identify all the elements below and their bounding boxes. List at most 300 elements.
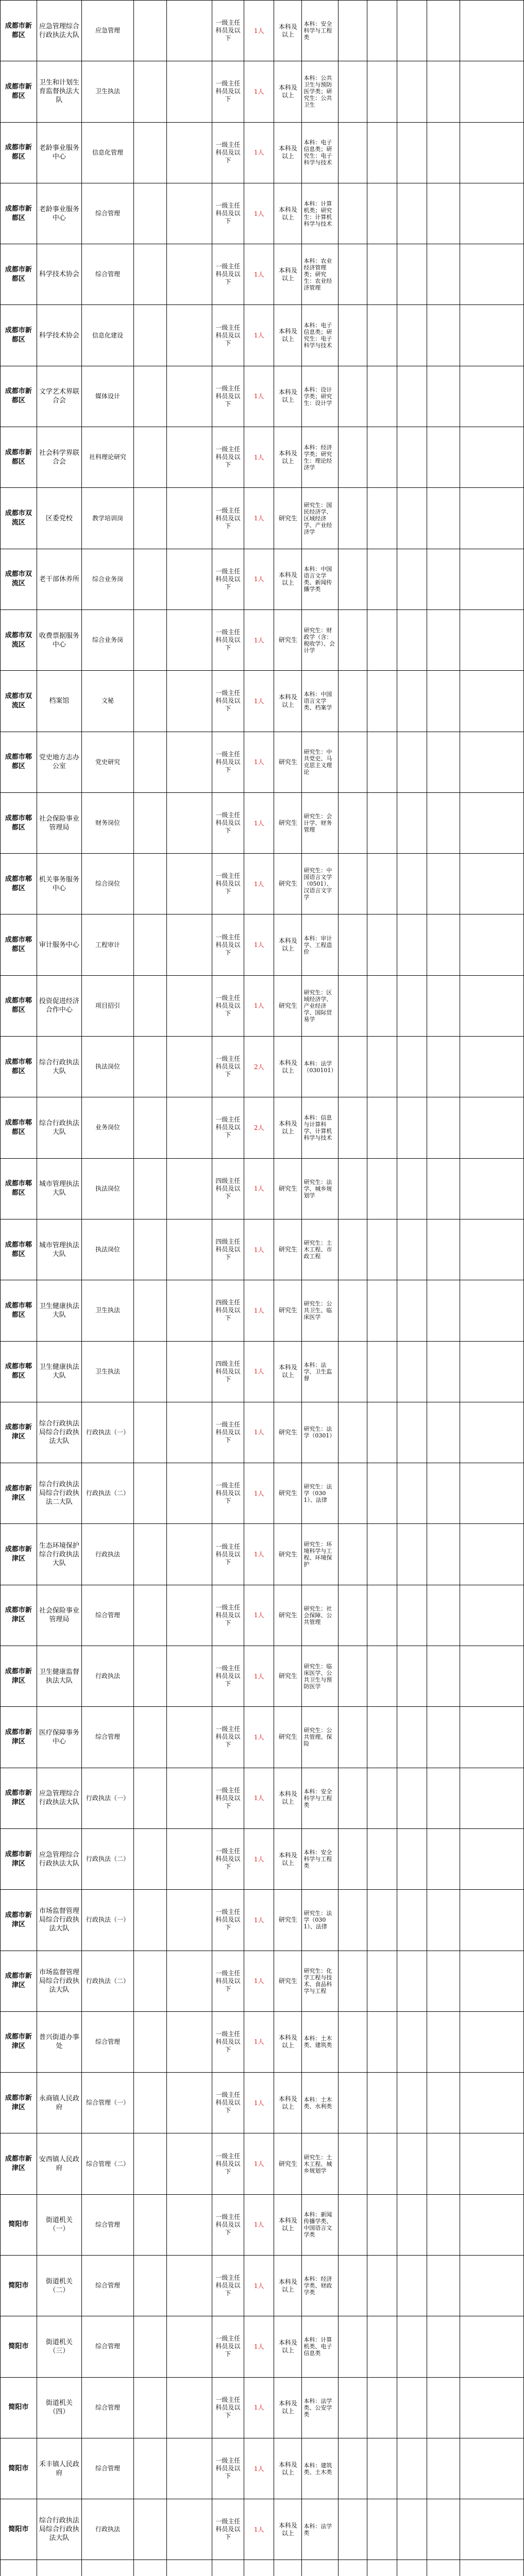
table-row xyxy=(1,2073,524,2133)
blank-cell xyxy=(367,792,397,853)
blank-cell xyxy=(427,671,460,732)
position-cell: 行政执法（二） xyxy=(82,1951,134,2011)
other-cell xyxy=(339,2011,367,2072)
blank-cell xyxy=(397,2499,427,2560)
table-row xyxy=(1,1707,524,1768)
blank-cell xyxy=(397,2011,427,2072)
level-cell: 一级主任科员及以下 xyxy=(212,549,244,609)
blank-cell xyxy=(427,2133,460,2194)
code-cell xyxy=(167,427,212,488)
city-cell: 成都市新都区 xyxy=(1,1,37,61)
blank-cell xyxy=(460,244,524,305)
blank-cell xyxy=(460,1646,524,1707)
major-cell: 本科：土木类、建筑类 xyxy=(302,2011,339,2072)
education-cell: 研究生 xyxy=(274,792,302,853)
other-cell xyxy=(339,609,367,670)
table-row xyxy=(1,2194,524,2255)
education-cell: 本科及以上 xyxy=(274,2255,302,2316)
blank-cell xyxy=(427,792,460,853)
quota-cell: 1人 xyxy=(244,732,274,792)
unit-cell xyxy=(37,2560,81,2576)
blank-cell xyxy=(427,1280,460,1341)
blank-cell xyxy=(367,2377,397,2438)
code-cell xyxy=(167,1,212,61)
blank-cell xyxy=(427,1219,460,1280)
position-cell: 党史研究 xyxy=(82,732,134,792)
major-cell: 本科：电子信息类；研究生：电子科学与技术 xyxy=(302,122,339,183)
major-cell xyxy=(302,2560,339,2576)
table-row xyxy=(1,1768,524,1828)
level-cell: 一级主任科员及以下 xyxy=(212,1585,244,1646)
code-cell xyxy=(167,1280,212,1341)
code-cell xyxy=(167,2499,212,2560)
blank-cell xyxy=(367,671,397,732)
category-cell xyxy=(133,1707,166,1768)
position-cell: 行政执法 xyxy=(82,2499,134,2560)
blank-cell xyxy=(397,427,427,488)
table-row xyxy=(1,671,524,732)
table-row xyxy=(1,183,524,244)
education-cell: 本科及以上 xyxy=(274,2438,302,2499)
position-cell: 社科理论研究 xyxy=(82,427,134,488)
major-cell: 本科：法学（030101） xyxy=(302,1037,339,1097)
blank-cell xyxy=(367,1037,397,1097)
table-row xyxy=(1,2133,524,2194)
blank-cell xyxy=(397,1951,427,2011)
code-cell xyxy=(167,609,212,670)
quota-cell: 2人 xyxy=(244,1097,274,1158)
table-row xyxy=(1,1219,524,1280)
level-cell: 一级主任科员及以下 xyxy=(212,1890,244,1951)
education-cell: 研究生 xyxy=(274,1280,302,1341)
code-cell xyxy=(167,732,212,792)
city-cell: 成都市新津区 xyxy=(1,1951,37,2011)
other-cell xyxy=(339,2073,367,2133)
blank-cell xyxy=(460,305,524,366)
code-cell xyxy=(167,2316,212,2377)
other-cell xyxy=(339,1280,367,1341)
major-cell: 研究生：区域经济学、产业经济学、国际贸易学 xyxy=(302,975,339,1036)
code-cell xyxy=(167,1828,212,1889)
unit-cell: 街道机关（二） xyxy=(37,2255,81,2316)
blank-cell xyxy=(397,1219,427,1280)
city-cell: 简阳市 xyxy=(1,2255,37,2316)
education-cell: 本科及以上 xyxy=(274,2377,302,2438)
education-cell: 研究生 xyxy=(274,1219,302,1280)
blank-cell xyxy=(397,2316,427,2377)
city-cell: 成都市双流区 xyxy=(1,549,37,609)
blank-cell xyxy=(460,1585,524,1646)
city-cell: 成都市新都区 xyxy=(1,366,37,427)
major-cell: 本科：土木类、水利类 xyxy=(302,2073,339,2133)
quota-cell: 1人 xyxy=(244,2316,274,2377)
major-cell: 本科：公共卫生与预防医学类；研究生：公共卫生 xyxy=(302,61,339,122)
position-cell: 执法岗位 xyxy=(82,1037,134,1097)
blank-cell xyxy=(460,122,524,183)
other-cell xyxy=(339,2560,367,2576)
other-cell xyxy=(339,2133,367,2194)
other-cell xyxy=(339,732,367,792)
unit-cell: 老干部休养所 xyxy=(37,549,81,609)
table-row xyxy=(1,1402,524,1463)
table-row xyxy=(1,2316,524,2377)
table-row xyxy=(1,549,524,609)
blank-cell xyxy=(397,183,427,244)
position-cell: 综合管理 xyxy=(82,2011,134,2072)
code-cell xyxy=(167,1768,212,1828)
education-cell: 研究生 xyxy=(274,1951,302,2011)
blank-cell xyxy=(427,1097,460,1158)
blank-cell xyxy=(367,1463,397,1524)
position-cell: 行政执法（一） xyxy=(82,1890,134,1951)
major-cell: 本科：电子信息类；研究生：电子科学与技术 xyxy=(302,305,339,366)
blank-cell xyxy=(427,549,460,609)
blank-cell xyxy=(460,671,524,732)
blank-cell xyxy=(427,1951,460,2011)
table-row xyxy=(1,1341,524,1402)
blank-cell xyxy=(427,1585,460,1646)
position-cell xyxy=(82,2560,134,2576)
level-cell: 一级主任科员及以下 xyxy=(212,671,244,732)
blank-cell xyxy=(427,2438,460,2499)
unit-cell: 机关事务服务中心 xyxy=(37,854,81,914)
level-cell: 一级主任科员及以下 xyxy=(212,2011,244,2072)
blank-cell xyxy=(460,2255,524,2316)
blank-cell xyxy=(427,1646,460,1707)
blank-cell xyxy=(427,2560,460,2576)
blank-cell xyxy=(367,2011,397,2072)
quota-cell: 1人 xyxy=(244,854,274,914)
blank-cell xyxy=(367,1828,397,1889)
blank-cell xyxy=(367,1158,397,1219)
blank-cell xyxy=(367,2133,397,2194)
city-cell: 成都市郫都区 xyxy=(1,1280,37,1341)
other-cell xyxy=(339,914,367,975)
city-cell: 成都市郫都区 xyxy=(1,1037,37,1097)
unit-cell: 卫生健康执法大队 xyxy=(37,1341,81,1402)
quota-cell: 1人 xyxy=(244,1768,274,1828)
table-row xyxy=(1,1463,524,1524)
blank-cell xyxy=(427,975,460,1036)
table-row xyxy=(1,1524,524,1585)
position-cell: 行政执法（二） xyxy=(82,1828,134,1889)
blank-cell xyxy=(460,366,524,427)
code-cell xyxy=(167,488,212,549)
table-row xyxy=(1,2499,524,2560)
education-cell: 本科及以上 xyxy=(274,305,302,366)
level-cell: 一级主任科员及以下 xyxy=(212,732,244,792)
code-cell xyxy=(167,2255,212,2316)
city-cell: 成都市郫都区 xyxy=(1,1158,37,1219)
level-cell: 一级主任科员及以下 xyxy=(212,975,244,1036)
blank-cell xyxy=(460,1707,524,1768)
code-cell xyxy=(167,61,212,122)
city-cell: 成都市新都区 xyxy=(1,61,37,122)
city-cell: 成都市新津区 xyxy=(1,2133,37,2194)
major-cell: 研究生：法学（0301） xyxy=(302,1402,339,1463)
other-cell xyxy=(339,671,367,732)
category-cell xyxy=(133,2499,166,2560)
position-cell: 行政执法 xyxy=(82,1524,134,1585)
code-cell xyxy=(167,305,212,366)
city-cell: 成都市郫都区 xyxy=(1,732,37,792)
blank-cell xyxy=(397,1280,427,1341)
quota-cell: 1人 xyxy=(244,2499,274,2560)
blank-cell xyxy=(367,1,397,61)
blank-cell xyxy=(427,1341,460,1402)
blank-cell xyxy=(427,854,460,914)
major-cell: 本科：经济学类；研究生：理论经济学 xyxy=(302,427,339,488)
blank-cell xyxy=(460,914,524,975)
category-cell xyxy=(133,1890,166,1951)
code-cell xyxy=(167,975,212,1036)
other-cell xyxy=(339,366,367,427)
blank-cell xyxy=(460,1463,524,1524)
city-cell: 成都市新都区 xyxy=(1,427,37,488)
city-cell: 简阳市 xyxy=(1,2499,37,2560)
education-cell: 本科及以上 xyxy=(274,671,302,732)
position-cell: 综合管理（一） xyxy=(82,2073,134,2133)
category-cell xyxy=(133,1585,166,1646)
unit-cell: 综合行政执法局综合行政执法大队 xyxy=(37,2499,81,2560)
category-cell xyxy=(133,1280,166,1341)
blank-cell xyxy=(460,549,524,609)
position-cell: 卫生执法 xyxy=(82,1280,134,1341)
blank-cell xyxy=(367,2073,397,2133)
blank-cell xyxy=(427,2316,460,2377)
blank-cell xyxy=(367,1280,397,1341)
blank-cell xyxy=(367,427,397,488)
major-cell: 研究生：公共卫生、临床医学 xyxy=(302,1280,339,1341)
table-row xyxy=(1,1890,524,1951)
blank-cell xyxy=(460,975,524,1036)
unit-cell: 市场监督管理局综合行政执法大队 xyxy=(37,1951,81,2011)
quota-cell: 1人 xyxy=(244,1280,274,1341)
blank-cell xyxy=(460,2438,524,2499)
position-cell: 应急管理 xyxy=(82,1,134,61)
category-cell xyxy=(133,671,166,732)
position-cell: 教学培训岗 xyxy=(82,488,134,549)
city-cell: 成都市新津区 xyxy=(1,2011,37,2072)
level-cell: 一级主任科员及以下 xyxy=(212,2194,244,2255)
blank-cell xyxy=(397,305,427,366)
position-cell: 媒体设计 xyxy=(82,366,134,427)
blank-cell xyxy=(367,975,397,1036)
blank-cell xyxy=(460,2377,524,2438)
major-cell: 研究生：公共管理、保险 xyxy=(302,1707,339,1768)
level-cell: 一级主任科员及以下 xyxy=(212,1646,244,1707)
category-cell xyxy=(133,1097,166,1158)
category-cell xyxy=(133,1768,166,1828)
blank-cell xyxy=(427,183,460,244)
city-cell: 成都市新津区 xyxy=(1,1828,37,1889)
category-cell xyxy=(133,609,166,670)
unit-cell: 老龄事业服务中心 xyxy=(37,183,81,244)
level-cell: 一级主任科员及以下 xyxy=(212,609,244,670)
major-cell: 本科：法学、卫生监督 xyxy=(302,1341,339,1402)
major-cell: 本科：农业经济管理类；研究生：农业经济管理 xyxy=(302,244,339,305)
blank-cell xyxy=(367,2194,397,2255)
blank-cell xyxy=(460,2133,524,2194)
category-cell xyxy=(133,1463,166,1524)
table-row xyxy=(1,1037,524,1097)
unit-cell: 老龄事业服务中心 xyxy=(37,122,81,183)
code-cell xyxy=(167,1219,212,1280)
table-row xyxy=(1,1828,524,1889)
unit-cell: 社会保险事业管理局 xyxy=(37,1585,81,1646)
education-cell: 研究生 xyxy=(274,1158,302,1219)
education-cell: 本科及以上 xyxy=(274,1768,302,1828)
category-cell xyxy=(133,244,166,305)
quota-cell: 1人 xyxy=(244,305,274,366)
table-row xyxy=(1,2011,524,2072)
category-cell xyxy=(133,2316,166,2377)
blank-cell xyxy=(367,914,397,975)
blank-cell xyxy=(427,1158,460,1219)
category-cell xyxy=(133,2133,166,2194)
city-cell: 成都市新津区 xyxy=(1,1890,37,1951)
category-cell xyxy=(133,792,166,853)
city-cell: 成都市新津区 xyxy=(1,2073,37,2133)
major-cell: 本科：信息与计算科学、计算机科学与技术 xyxy=(302,1097,339,1158)
position-cell: 卫生执法 xyxy=(82,1341,134,1402)
category-cell xyxy=(133,1219,166,1280)
category-cell xyxy=(133,2073,166,2133)
blank-cell xyxy=(397,2438,427,2499)
category-cell xyxy=(133,1037,166,1097)
city-cell: 成都市郫都区 xyxy=(1,792,37,853)
blank-cell xyxy=(427,1707,460,1768)
education-cell: 本科及以上 xyxy=(274,183,302,244)
blank-cell xyxy=(427,427,460,488)
level-cell: 四级主任科员及以下 xyxy=(212,1158,244,1219)
blank-cell xyxy=(397,671,427,732)
blank-cell xyxy=(367,732,397,792)
blank-cell xyxy=(460,1951,524,2011)
blank-cell xyxy=(460,2011,524,2072)
education-cell: 本科及以上 xyxy=(274,244,302,305)
city-cell: 成都市新都区 xyxy=(1,305,37,366)
blank-cell xyxy=(460,2194,524,2255)
position-cell: 综合业务岗 xyxy=(82,549,134,609)
table-row xyxy=(1,1585,524,1646)
blank-cell xyxy=(397,1,427,61)
blank-cell xyxy=(367,183,397,244)
position-cell: 综合管理 xyxy=(82,2316,134,2377)
city-cell: 成都市郫都区 xyxy=(1,854,37,914)
other-cell xyxy=(339,1219,367,1280)
table-row xyxy=(1,914,524,975)
level-cell: 一级主任科员及以下 xyxy=(212,914,244,975)
table-row xyxy=(1,305,524,366)
category-cell xyxy=(133,2255,166,2316)
quota-cell: 1人 xyxy=(244,1890,274,1951)
level-cell: 一级主任科员及以下 xyxy=(212,61,244,122)
category-cell xyxy=(133,2011,166,2072)
blank-cell xyxy=(397,1524,427,1585)
level-cell: 一级主任科员及以下 xyxy=(212,122,244,183)
position-cell: 综合管理 xyxy=(82,183,134,244)
position-cell: 行政执法（一） xyxy=(82,1402,134,1463)
position-cell: 综合管理 xyxy=(82,2255,134,2316)
city-cell: 简阳市 xyxy=(1,2377,37,2438)
blank-cell xyxy=(427,1463,460,1524)
table-body xyxy=(1,1,524,2576)
code-cell xyxy=(167,2377,212,2438)
quota-cell: 1人 xyxy=(244,427,274,488)
position-cell: 综合管理 xyxy=(82,1707,134,1768)
quota-cell: 1人 xyxy=(244,2133,274,2194)
code-cell xyxy=(167,671,212,732)
position-cell: 行政执法（二） xyxy=(82,1463,134,1524)
blank-cell xyxy=(460,792,524,853)
other-cell xyxy=(339,2194,367,2255)
quota-cell: 1人 xyxy=(244,609,274,670)
table-row xyxy=(1,2377,524,2438)
level-cell: 一级主任科员及以下 xyxy=(212,792,244,853)
blank-cell xyxy=(460,1890,524,1951)
education-cell: 本科及以上 xyxy=(274,366,302,427)
quota-cell: 1人 xyxy=(244,1,274,61)
quota-cell: 1人 xyxy=(244,1341,274,1402)
city-cell: 成都市郫都区 xyxy=(1,1097,37,1158)
major-cell: 研究生：化学工程与技术、食品科学与工程 xyxy=(302,1951,339,2011)
unit-cell: 综合行政执法大队 xyxy=(37,1037,81,1097)
blank-cell xyxy=(367,1768,397,1828)
blank-cell xyxy=(397,1158,427,1219)
position-cell: 文秘 xyxy=(82,671,134,732)
level-cell: 一级主任科员及以下 xyxy=(212,2316,244,2377)
other-cell xyxy=(339,2438,367,2499)
other-cell xyxy=(339,1463,367,1524)
table-row xyxy=(1,2255,524,2316)
blank-cell xyxy=(397,609,427,670)
blank-cell xyxy=(367,2499,397,2560)
blank-cell xyxy=(367,1097,397,1158)
table-row xyxy=(1,1097,524,1158)
category-cell xyxy=(133,732,166,792)
level-cell: 一级主任科员及以下 xyxy=(212,1768,244,1828)
city-cell: 成都市新津区 xyxy=(1,1768,37,1828)
category-cell xyxy=(133,854,166,914)
blank-cell xyxy=(367,1646,397,1707)
unit-cell: 综合行政执法大队 xyxy=(37,1097,81,1158)
code-cell xyxy=(167,2560,212,2576)
blank-cell xyxy=(367,305,397,366)
position-cell: 综合管理 xyxy=(82,244,134,305)
position-cell: 综合管理 xyxy=(82,2377,134,2438)
blank-cell xyxy=(397,366,427,427)
city-cell: 成都市新津区 xyxy=(1,1646,37,1707)
blank-cell xyxy=(427,1890,460,1951)
blank-cell xyxy=(397,792,427,853)
quota-cell: 1人 xyxy=(244,1158,274,1219)
major-cell: 研究生：财政学（含：税收学）、会计学 xyxy=(302,609,339,670)
major-cell: 研究生：法学、城乡规划学 xyxy=(302,1158,339,1219)
unit-cell: 审计服务中心 xyxy=(37,914,81,975)
quota-cell: 1人 xyxy=(244,975,274,1036)
table-row xyxy=(1,427,524,488)
education-cell: 本科及以上 xyxy=(274,914,302,975)
major-cell: 本科：中国语言文学类、新闻传播学类 xyxy=(302,549,339,609)
position-cell: 信息化建设 xyxy=(82,305,134,366)
other-cell xyxy=(339,2316,367,2377)
code-cell xyxy=(167,2194,212,2255)
major-cell: 研究生：临床医学、公共卫生与预防医学 xyxy=(302,1646,339,1707)
code-cell xyxy=(167,1707,212,1768)
other-cell xyxy=(339,549,367,609)
major-cell: 本科：计算机类、电子信息类 xyxy=(302,2316,339,2377)
